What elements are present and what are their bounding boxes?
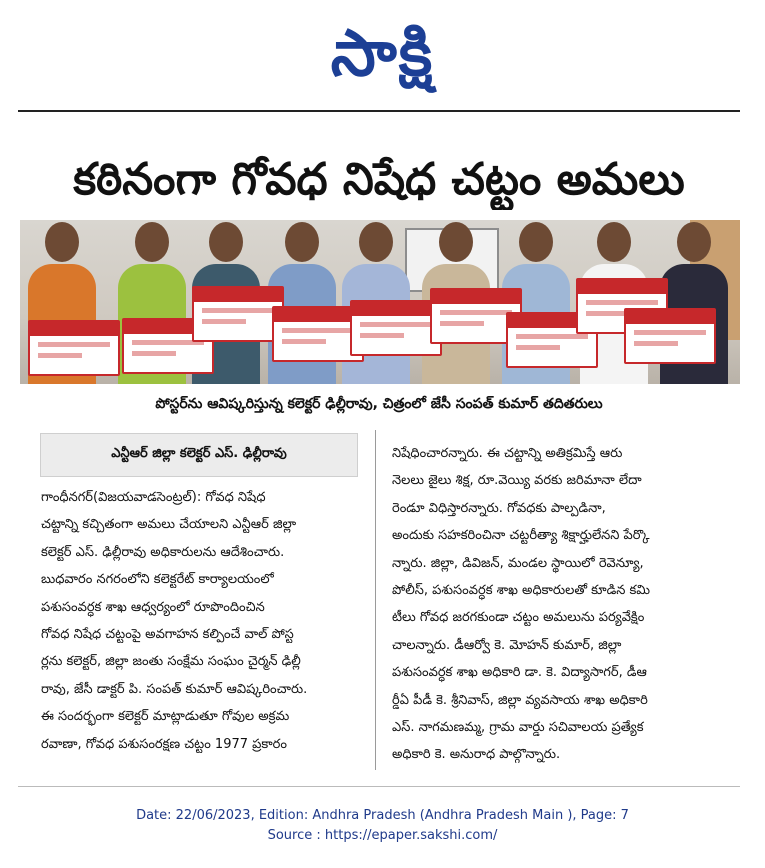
text-line: రెండూ విధిస్తారన్నారు. గోవధకు పాల్పడినా, <box>392 500 606 516</box>
text-line: ర్లను కలెక్టర్, జిల్లా జంతు సంక్షేమ సంఘం చైర్మన్ ఢిల్లీ <box>41 654 301 670</box>
footer-source: Source : https://epaper.sakshi.com/ <box>267 828 498 843</box>
text-line: గాంధీనగర్(విజయవాడసెంట్రల్): గోవధ నిషేధ <box>41 490 266 505</box>
footer-rule <box>18 786 740 787</box>
text-line: అందుకు సహకరించినా చట్టరీత్యా శిక్షార్హులేనని పేర్కొ <box>392 528 650 544</box>
column-2 <box>392 440 740 769</box>
text-line: బుధవారం నగరంలోని కలెక్టరేట్ కార్యాలయంలో <box>41 572 274 588</box>
footer-edition: Date: 22/06/2023, Edition: Andhra Pradesh (Andhra Pradesh Main ), Page: 7 <box>136 808 629 823</box>
poster <box>624 308 716 364</box>
poster <box>28 320 120 376</box>
column-1 <box>41 484 358 758</box>
text-line: పశుసంవర్ధక శాఖ అధికారి డా. కె. విద్యాసాగర్, డీఆ <box>392 665 647 681</box>
text-line: పశుసంవర్ధక శాఖ ఆధ్వర్యంలో రూపొందించిన <box>41 599 265 615</box>
text-line: న్నారు. జిల్లా, డివిజన్, మండల స్థాయిలో రెవెన్యూ, <box>392 555 644 571</box>
masthead-rule <box>18 110 740 112</box>
photo-caption: పోస్టర్‌ను ఆవిష్కరిస్తున్న కలెక్టర్ ఢిల్లీరావు, చిత్రంలో జేసీ సంపత్ కుమార్ తదితరులు <box>155 396 603 412</box>
text-line: రావు, జేసీ డాక్టర్ పి. సంపత్ కుమార్ ఆవిష్కరించారు. <box>41 681 308 697</box>
poster <box>192 286 284 342</box>
text-line: టీలు గోవధ జరగకుండా చట్టం అమలును పర్యవేక్షిం <box>392 610 645 626</box>
text-line: గోవధ నిషేధ చట్టంపై అవగాహన కల్పించే వాల్ పోస్ట <box>41 627 294 643</box>
text-line: అధికారి కె. అనురాధ పాల్గొన్నారు. <box>392 747 561 763</box>
masthead-logo: సాక్షి <box>330 17 435 91</box>
text-line: కలెక్టర్ ఎస్. ఢిల్లీరావు అధికారులను ఆదేశించారు. <box>41 544 285 560</box>
text-line: ఈ సందర్భంగా కలెక్టర్ మాట్లాడుతూ గోవుల అక్రమ <box>41 709 290 725</box>
text-line: ర్డీఏ పీడీ కె. శ్రీనివాస్, జిల్లా వ్యవసాయ శాఖ అధికారి <box>392 692 648 708</box>
text-line: నెలలు జైలు శిక్ష, రూ.వెయ్యి వరకు జరిమానా లేదా <box>392 473 642 489</box>
text-line: చాలన్నారు. డీఆర్వో కె. మోహన్ కుమార్, జిల్లా <box>392 637 622 653</box>
news-photo <box>20 220 740 384</box>
highlight-box: ఎన్టీఆర్ జిల్లా కలెక్టర్ ఎస్. ఢిల్లీరావు <box>40 433 358 477</box>
poster <box>350 300 442 356</box>
text-line: నిషేధించారన్నారు. ఈ చట్టాన్ని అతిక్రమిస్తే ఆరు <box>392 446 623 461</box>
text-line: చట్టాన్ని కచ్చితంగా అమలు చేయాలని ఎన్టీఆర్ జిల్లా <box>41 517 297 533</box>
text-line: రవాణా, గోవధ పశుసంరక్షణ చట్టం 1977 ప్రకారం <box>41 736 287 752</box>
text-line: ఎస్. నాగమణమ్మ, గ్రామ వార్డు సచివాలయ ప్రత్యేక <box>392 720 644 736</box>
column-divider <box>375 430 376 770</box>
text-line: పోలీస్, పశుసంవర్ధక శాఖ అధికారులతో కూడిన కమి <box>392 583 651 599</box>
headline: కఠినంగా గోవధ నిషేధ చట్టం అమలు <box>73 154 685 205</box>
